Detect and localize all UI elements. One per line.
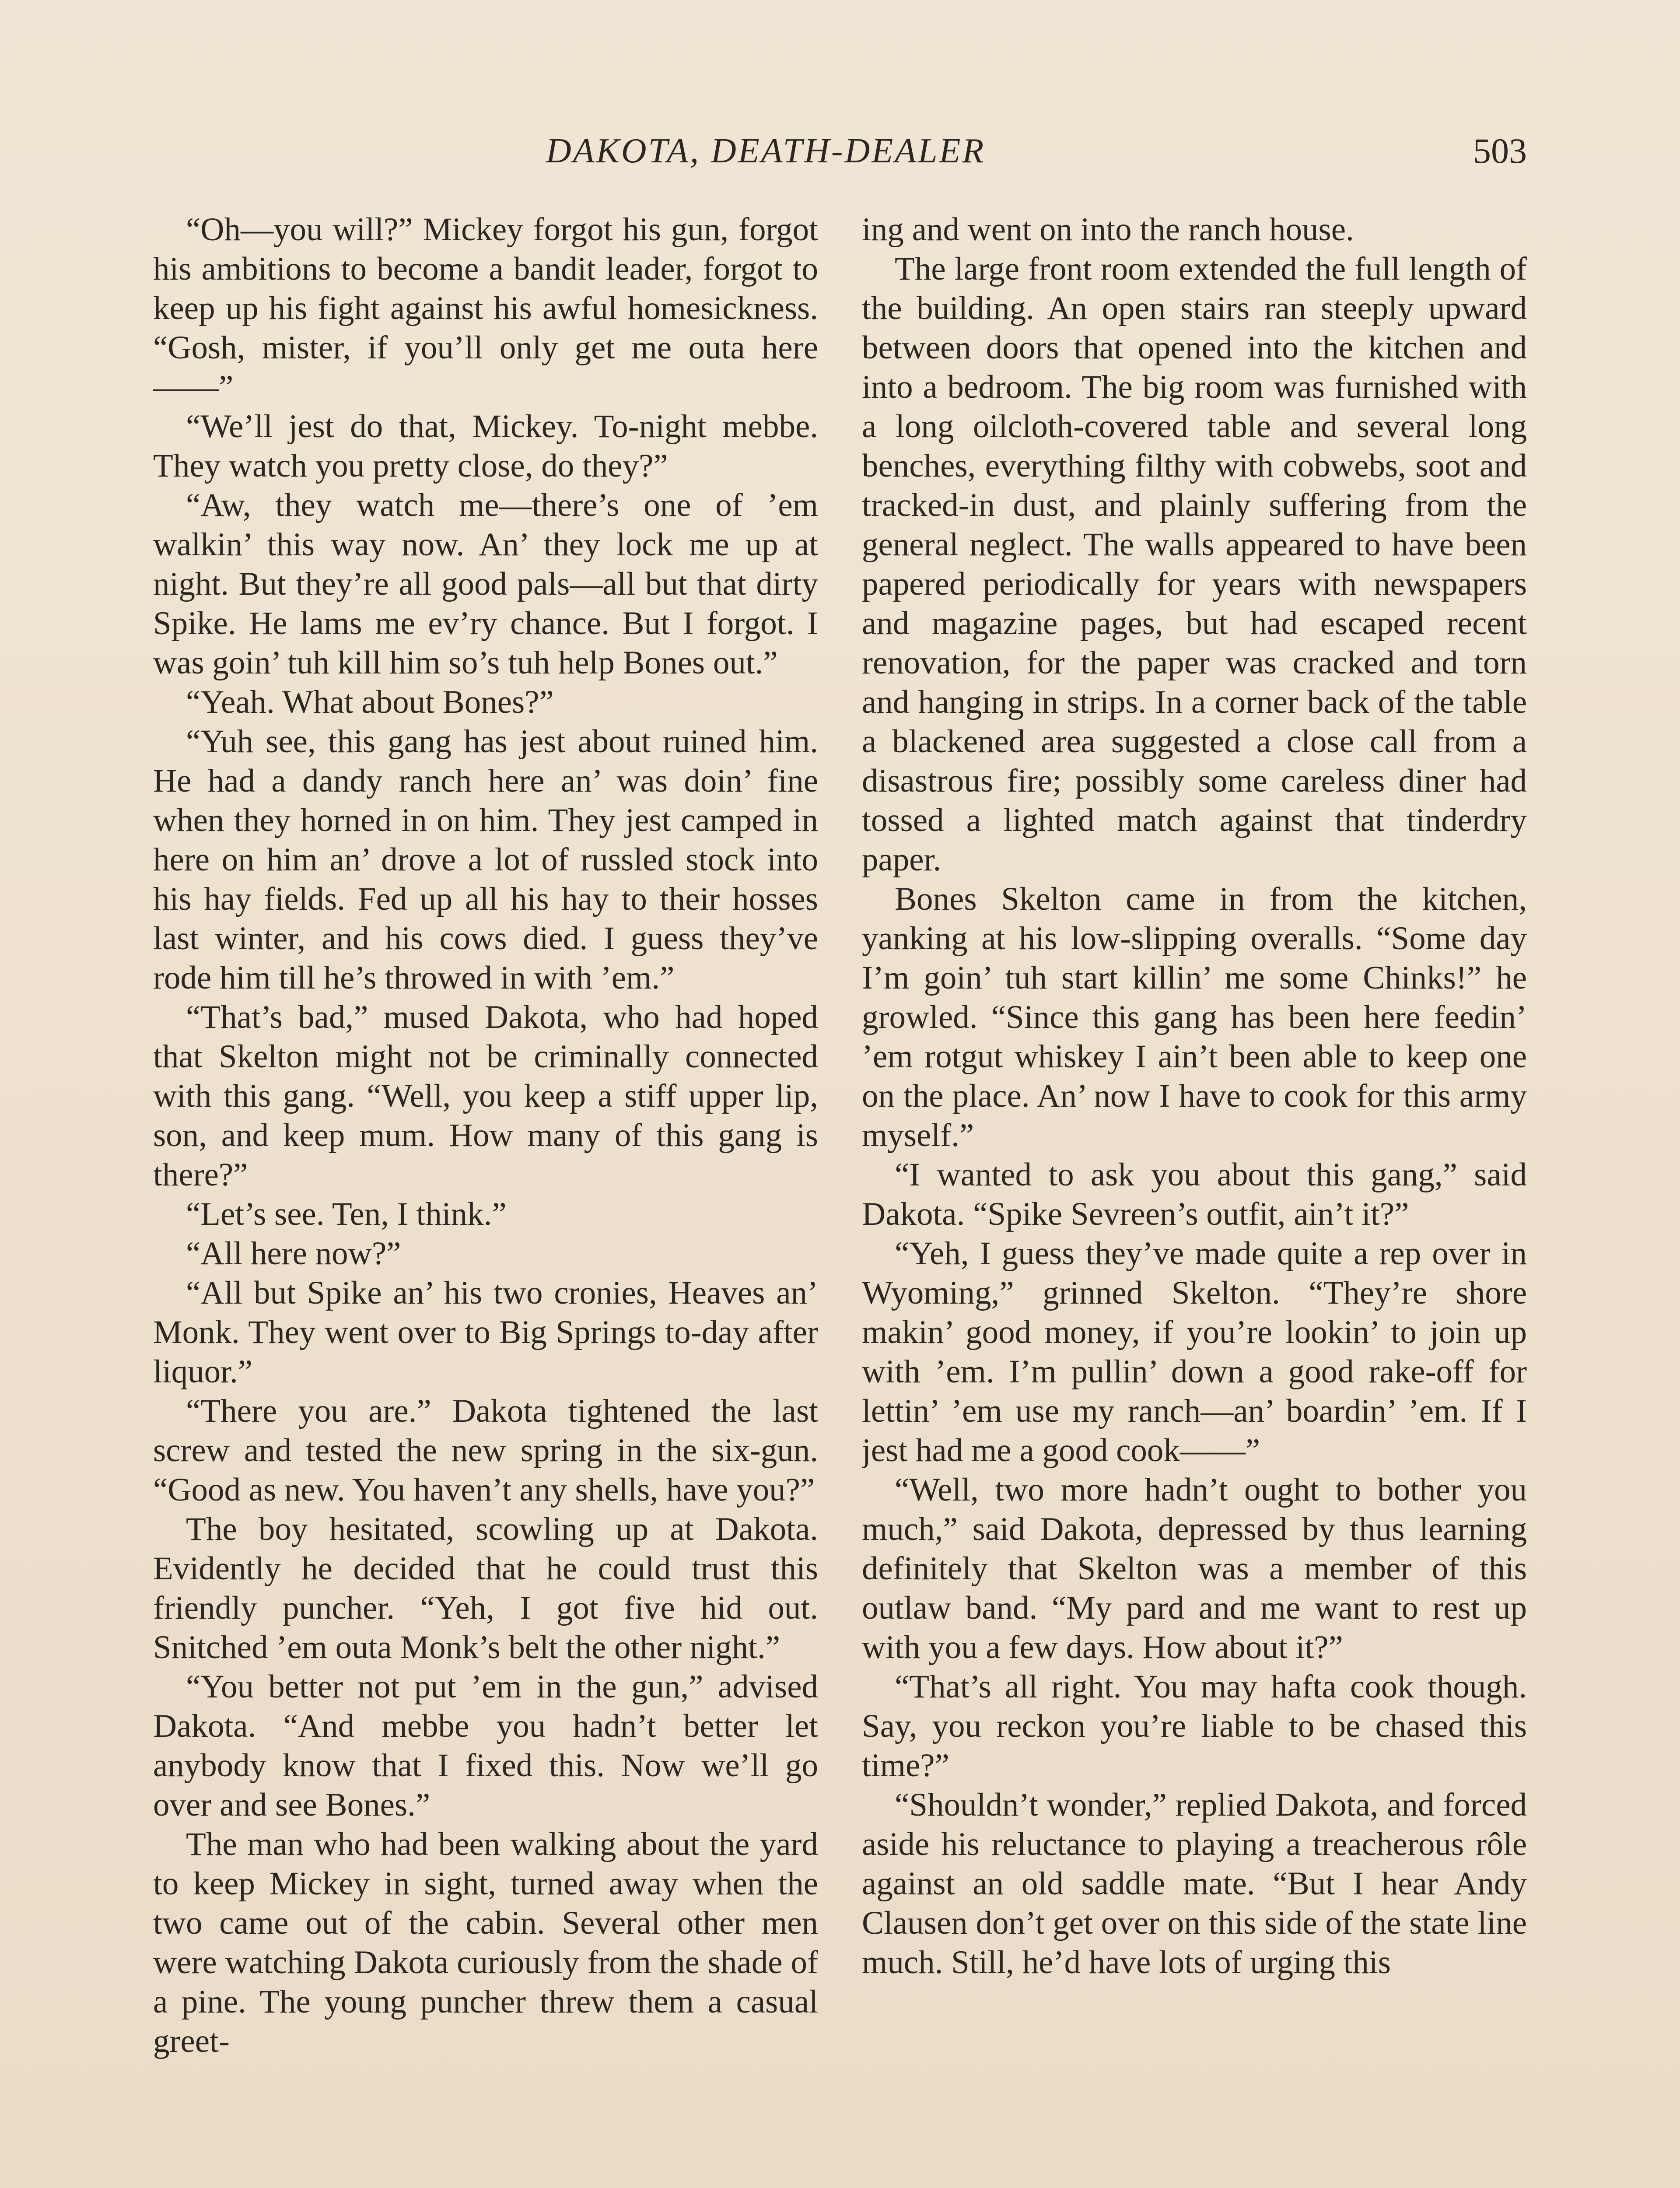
paragraph: “I wanted to ask you about this gang,” said Dakota. “Spike Sevreen’s outfit, ain’t it?”	[862, 1157, 1527, 1232]
paragraph: Bones Skelton came in from the kitchen, yanking at his low-slipping overalls. “Some day I’m goin’ tuh start killin’ me some Chinks!” he growled. “Since this gang has been here feedin’ ’em rotgut whiskey I ain’t been able to keep one on the place. An’ now I have to cook for this army myself.”	[862, 881, 1527, 1154]
paragraph: “Shouldn’t wonder,” replied Dakota, and forced aside his reluctance to playing a treacherous rôle against an old saddle mate. “But I hear Andy Clausen don’t get over on this side of the state line much. Still, he’d have lots of urging this	[862, 1787, 1527, 1981]
right-column	[862, 210, 1527, 2188]
paragraph: “You better not put ’em in the gun,” advised Dakota. “And mebbe you hadn’t better let anybody know that I fixed this. Now we’ll go over and see Bones.”	[153, 1669, 818, 1823]
paragraph: “All but Spike an’ his two cronies, Heaves an’ Monk. They went over to Big Springs to-day after liquor.”	[153, 1275, 818, 1390]
text-columns	[153, 210, 1527, 2188]
paragraph: “We’ll jest do that, Mickey. To-night mebbe. They watch you pretty close, do they?”	[153, 408, 818, 484]
paragraph: ing and went on into the ranch house.	[862, 211, 1354, 248]
paragraph: The large front room extended the full length of the building. An open stairs ran steeply upward between doors that opened into the kitchen and into a bedroom. The big room was furnished with a long oilcloth-covered table and several long benches, everything filthy with cobwebs, soot and tracked-in dust, and plainly suffering from the general neglect. The walls appeared to have been papered periodically for years with newspapers and magazine pages, but had escaped recent renovation, for the paper was cracked and torn and hanging in strips. In a corner back of the table a blackened area suggested a close call from a disastrous fire; possibly some careless diner had tossed a lighted match against that tinderdry paper.	[862, 251, 1527, 878]
page-header	[153, 129, 1527, 177]
paragraph: “Oh—you will?” Mickey forgot his gun, forgot his ambitions to become a bandit leader, forgot to keep up his fight against his awful homesickness. “Gosh, mister, if you’ll only get me outa here——”	[153, 211, 818, 405]
page-number: 503	[1473, 131, 1527, 171]
paragraph: The boy hesitated, scowling up at Dakota. Evidently he decided that he could trust this friendly puncher. “Yeh, I got five hid out. Snitched ’em outa Monk’s belt the other night.”	[153, 1511, 818, 1666]
paragraph: “All here now?”	[186, 1235, 401, 1272]
paragraph: “That’s bad,” mused Dakota, who had hoped that Skelton might not be criminally connected with this gang. “Well, you keep a stiff upper lip, son, and keep mum. How many of this gang is there?”	[153, 999, 818, 1193]
running-title: DAKOTA, DEATH-DEALER	[546, 132, 986, 170]
paragraph: “Yeh, I guess they’ve made quite a rep over in Wyoming,” grinned Skelton. “They’re shore makin’ good money, if you’re lookin’ to join up with ’em. I’m pullin’ down a good rake-off for lettin’ ’em use my ranch—an’ boardin’ ’em. If I jest had me a good cook——”	[862, 1235, 1527, 1469]
paragraph: “That’s all right. You may hafta cook though. Say, you reckon you’re liable to be chased this time?”	[862, 1669, 1527, 1784]
left-column	[153, 210, 818, 2188]
paragraph: “Aw, they watch me—there’s one of ’em walkin’ this way now. An’ they lock me up at night. But they’re all good pals—all but that dirty Spike. He lams me ev’ry chance. But I forgot. I was goin’ tuh kill him so’s tuh help Bones out.”	[153, 487, 818, 681]
paragraph: “Yeah. What about Bones?”	[186, 684, 554, 720]
paragraph: The man who had been walking about the yard to keep Mickey in sight, turned away when the two came out of the cabin. Several other men were watching Dakota curiously from the shade of a pine. The young puncher threw them a casual greet-	[153, 1826, 818, 2059]
paragraph: “Let’s see. Ten, I think.”	[186, 1196, 507, 1232]
paragraph: “Well, two more hadn’t ought to bother you much,” said Dakota, depressed by thus learning definitely that Skelton was a member of this outlaw band. “My pard and me want to rest up with you a few days. How about it?”	[862, 1472, 1527, 1666]
paragraph: “There you are.” Dakota tightened the last screw and tested the new spring in the six-gun. “Good as new. You haven’t any shells, have you?”	[153, 1393, 818, 1508]
paragraph: “Yuh see, this gang has jest about ruined him. He had a dandy ranch here an’ was doin’ fine when they horned in on him. They jest camped in here on him an’ drove a lot of russled stock into his hay fields. Fed up all his hay to their hosses last winter, and his cows died. I guess they’ve rode him till he’s throwed in with ’em.”	[153, 723, 818, 996]
